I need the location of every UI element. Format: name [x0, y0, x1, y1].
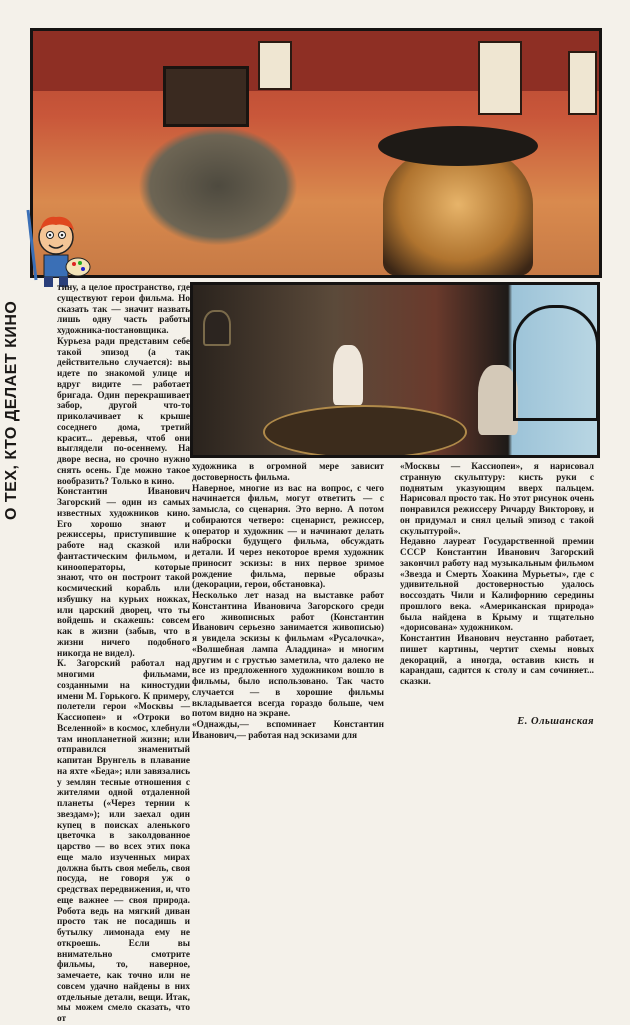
crowd-figures	[138, 126, 298, 246]
paragraph: Несколько лет назад на выставке работ Константина Ивановича Загорского среди его живописных работ (Константин Иванович серьезно занимается живописью) я увидела эскизы к фильмам «Русалочка», «Волшебная лампа Аладдина» и многим другим и с грустью заметила, что далеко не все из предложенного художником вошло в фильмы, было использовано. Так часто случается — в хорошие фильмы вкладывается всегда гораздо больше, чем потом видно на экране.	[192, 591, 384, 720]
illustration-street-scene	[30, 28, 602, 278]
princess-figure	[333, 345, 363, 405]
author-signature: Е. Ольшанская	[517, 716, 594, 727]
paragraph: Наверное, многие из вас на вопрос, с чего начинается фильм, могут ответить — с замысла, со сценария. Это верно. А потом собираются четверо: сценарист, режиссер, оператор и художник — и начинают делать наброски будущего фильма, обсуждать детали. И через некоторое время художник приносит эскизы: в них первое зримое рождение фильма, первые образы (декорации, герои, обстановка).	[192, 483, 384, 591]
hat	[378, 126, 538, 166]
illustration-palace-scene	[190, 282, 600, 458]
window	[478, 41, 522, 115]
article-column-3	[400, 462, 594, 688]
mascot-painter-logo	[22, 205, 92, 290]
paragraph: Курьеза ради представим себе такой эпизод (а так действительно случается): вы идете по знакомой улице и вдруг видите — работает бригада. Один перекрашивает забор, другой что-то приколачивает к крыше соседнего дома, третий красит... деревья, чтоб они выглядели по-осеннему. На дворе весна, но срочно нужно снять осень. Где можно такое вообразить? Только в кино.	[57, 336, 190, 487]
article-column-2	[192, 462, 384, 742]
hanging-lamp	[203, 310, 231, 346]
ornate-rug	[263, 405, 467, 458]
paragraph: «Москвы — Кассиопеи», я нарисовал странную скульптуру: кисть руки с поднятым указующим вверх пальцем. Нарисовал просто так. Но этот рисунок очень понравился режиссеру Ричарду Викторову, и он придумал и снял целый эпизод с такой скульптурой».	[400, 462, 594, 537]
genie-figure	[478, 365, 518, 435]
paragraph: К. Загорский работал над многими фильмами, созданными на киностудии имени М. Горького. К примеру, полетели герои «Москвы — Кассиопеи» и «Отроки во Вселенной» в космос, хлебнули там инопланетной жизни; или отправился знаменитый капитан Врунгель в плавание на яхте «Беда»; или завязались у землян тесные отношения с жителями одной отдаленной планеты («Через тернии к звездам»); или заехал один купец в поисках аленького цветочка в заколдованное царство — во всех этих пока еще мало изученных мирах должна быть своя мебель, своя посуда, не говоря уж о средствах передвижения, и, что еще важнее — своя природа. Робота ведь на мягкий диван просто так не посадишь и бутылку лимонада ему не откроешь. Если вы внимательно смотрите фильмы, то, наверное, замечаете, как точно или не совсем удачно найдены в них отдельные детали, вещи. Итак, мы можем смело сказать, что от	[57, 659, 190, 1024]
arched-window	[513, 305, 599, 421]
paragraph: Константин Иванович Загорский — один из самых известных художников кино. Его хорошо знают и режиссеры, приступившие к работе над сказкой или фантастическим фильмом, и кинооператоры, которые знают, что он построит такой космический корабль или избушку на курьих ножках, или царский дворец, что ты войдешь и скажешь: совсем как в жизни (забыв, что в жизни ничего подобного никогда не видел).	[57, 487, 190, 659]
paragraph: тину, а целое пространство, где существуют герои фильма. Но сказать так — значит назвать лишь одну часть работы художника-постановщика.	[57, 283, 190, 336]
paragraph: Недавно лауреат Государственной премии СССР Константин Иванович Загорский закончил работу над музыкальным фильмом «Звезда и Смерть Хоакина Мурьеты», где с удивительной достоверностью удалось воссоздать Чили и Калифорнию середины прошлого века. «Американская природа» была найдена в Крыму и тщательно «дорисована» художником.	[400, 537, 594, 634]
window	[568, 51, 597, 115]
window	[258, 41, 292, 90]
paragraph: художника в огромной мере зависит достоверность фильма.	[192, 462, 384, 483]
paragraph: «Однажды,— вспоминает Константин Иванович,— работая над эскизами для	[192, 720, 384, 741]
article-heading: О ТЕХ, КТО ДЕЛАЕТ КИНО	[3, 300, 20, 520]
paragraph: Константин Иванович неустанно работает, пишет картины, чертит схемы новых декораций, а иногда, оставив кисть и карандаш, садится к столу и сам сочиняет... сказки.	[400, 634, 594, 687]
shop-sign	[163, 66, 249, 127]
article-column-1	[57, 283, 190, 1025]
